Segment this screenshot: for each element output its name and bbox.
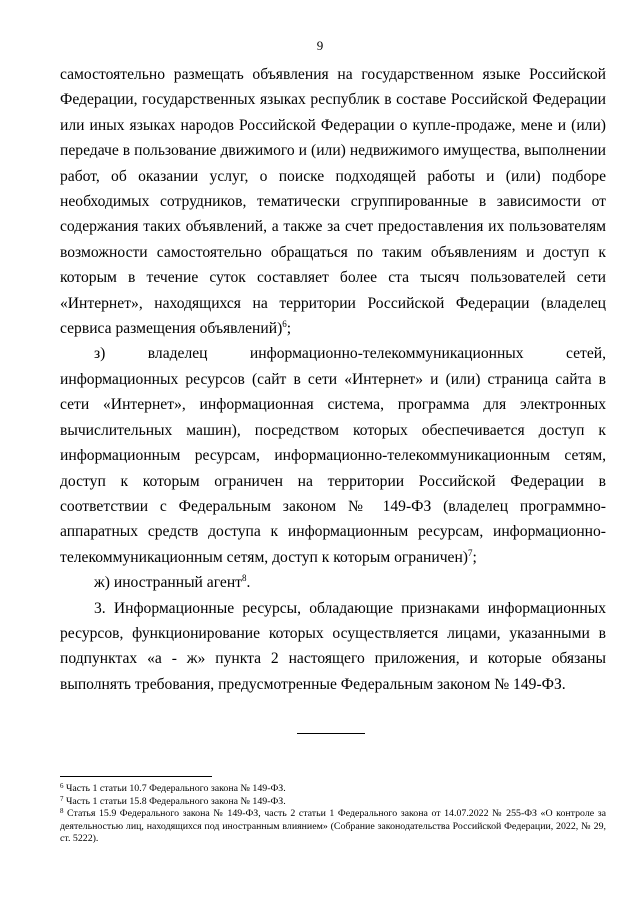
paragraph-item-z <box>60 341 606 570</box>
paragraph-text: 3. Информационные ресурсы, обладающие признаками информационных ресурсов, функционирование которых осуществляется лицами, указанными в подпунктах «а - ж» пункта 2 настоящего приложения, и которые обязаны выполнять требования, предусмотренные Федеральным законом № 149-ФЗ. <box>60 599 606 693</box>
footnote-mark: 6 <box>60 782 64 790</box>
paragraph-item-3 <box>60 596 606 698</box>
footnote-reference[interactable]: 6 <box>282 319 287 330</box>
footnotes <box>60 783 606 846</box>
paragraph-text: самостоятельно размещать объявления на государственном языке Российской Федерации, государственных языках республик в составе Российской Федерации или иных языках народов Российской Федерации о купле-продаже, мене и (или) передаче в пользование движимого и (или) недвижимого имущества, выполнении работ, об оказании услуг, о поиске подходящей работы и (или) подборе необходимых сотрудников, тематически сгруппированные в зависимости от содержания таких объявлений, а также за счет предоставления их пользователям возможности самостоятельно обращаться по таким объявлениям и доступ к которым в течение суток составляет более ста тысяч пользователей сети «Интернет», находящихся на территории Российской Федерации (владелец сервиса размещения объявлений) <box>60 66 606 338</box>
footnote-mark: 8 <box>60 807 64 816</box>
page-number: 9 <box>316 38 324 53</box>
footnote-text: Часть 1 статьи 10.7 Федерального закона № 149-ФЗ. <box>63 783 286 794</box>
footnote-7 <box>60 796 606 809</box>
paragraph-tail: ; <box>472 548 477 566</box>
paragraph-tail: ; <box>286 320 292 338</box>
paragraph-text: з) владелец информационно-телекоммуникационных сетей, информационных ресурсов (сайт в сети «Интернет» и (или) страница сайта в сети «Интернет», информационная система, программа для электронных вычислительных машин), посредством которых обеспечивается доступ к информационным ресурсам, информационно-телекоммуникационным сетям, доступ к которым ограничен на территории Российской Федерации в соответствии с Федеральным законом № 149-ФЗ (владелец программно-аппаратных средств доступа к информационным ресурсам, информационно-телекоммуникационным сетям, доступ к которым ограничен) <box>60 345 606 566</box>
footnote-mark: 7 <box>60 794 64 803</box>
footnote-6 <box>60 783 606 796</box>
footnote-text: Часть 1 статьи 15.8 Федерального закона № 149-ФЗ. <box>63 795 286 807</box>
footnote-8 <box>60 808 606 846</box>
footnote-reference[interactable]: 7 <box>468 547 473 558</box>
section-end-divider <box>297 733 365 734</box>
footnote-text: Статья 15.9 Федерального закона № 149-ФЗ, часть 2 статьи 1 Федерального закона от 14.07.2022 № 255-ФЗ «О контроле за деятельностью лиц, находящихся под иностранным влиянием» (Собрание законодательства Российской Федерации, 2022, № 29, ст. 5222). <box>60 808 606 845</box>
footnote-reference[interactable]: 8 <box>242 573 247 584</box>
main-text <box>60 62 606 697</box>
paragraph-text: ж) иностранный агент <box>94 574 242 592</box>
paragraph-tail: . <box>246 574 251 592</box>
footnote-divider <box>60 776 212 777</box>
paragraph-continuation <box>60 62 606 341</box>
paragraph-item-zh <box>60 570 606 595</box>
